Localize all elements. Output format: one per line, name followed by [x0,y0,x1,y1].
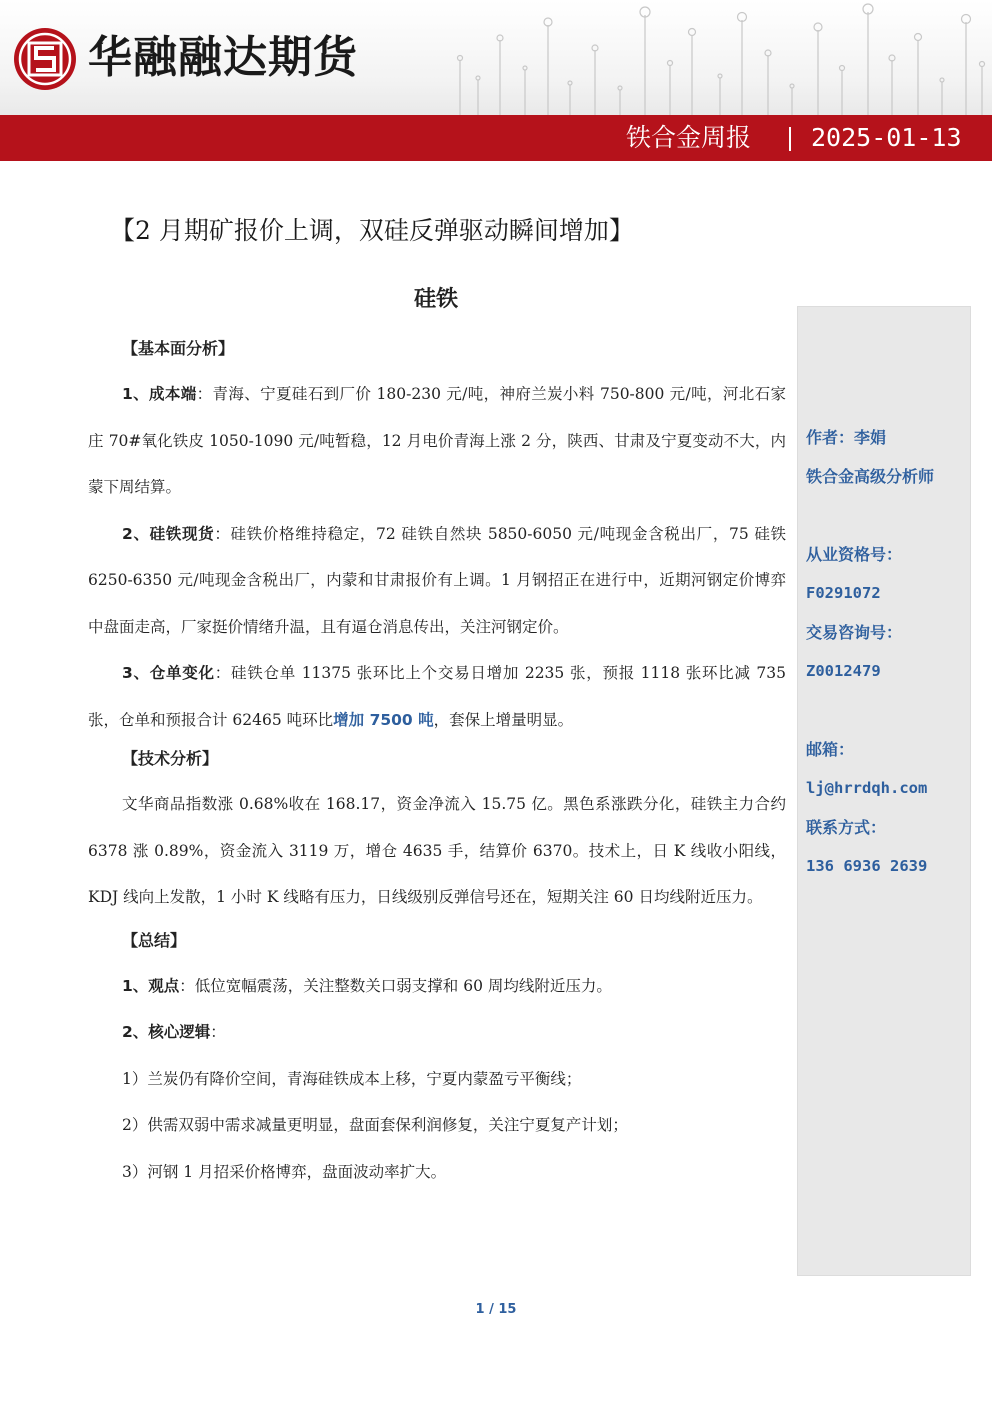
warehouse-highlight: 增加 7500 吨 [333,710,434,729]
email-label: 邮箱： [806,740,855,759]
cost-text: ：青海、宁夏硅石到厂价 180-230 元/吨，神府兰炭小料 750-800 元/吨，河北石家庄 70#氧化铁皮 1050-1090 元/吨暂稳，12 月电价青海上涨 2 分，陕西、甘肃及宁夏变动不大，内蒙下周结算。 [88,385,787,496]
consult-label: 交易咨询号： [806,623,903,642]
report-date: 2025-01-13 [811,123,962,152]
decorative-line-pattern [430,0,992,115]
cost-label: 1、成本端 [122,385,197,403]
report-title: 【2 月期矿报价上调，双硅反弹驱动瞬间增加】 [110,216,634,245]
contact-info [806,730,927,886]
spot-paragraph [88,511,786,651]
qualification-label: 从业资格号： [806,545,903,564]
cost-paragraph [88,371,786,511]
phone-number: 136 6936 2639 [806,857,928,875]
author-sidebar [797,306,971,1276]
qualification-number: F0291072 [806,584,881,602]
warehouse-text: ：硅铁仓单 11375 张环比上个交易日增加 2235 张，预报 1118 张环比减 735 张，仓单和预报合计 62465 吨环比 [88,664,786,729]
technical-heading: 【技术分析】 [122,749,219,768]
logic-paragraph [88,1009,786,1056]
summary-heading: 【总结】 [122,930,187,950]
banner-separator [789,127,791,151]
company-logo-icon [12,26,78,92]
logic-label: 2、核心逻辑 [122,1023,211,1041]
report-type: 铁合金周报 [626,123,752,152]
logic-point: 2）供需双弱中需求减量更明显，盘面套保利润修复，关注宁夏复产计划； [122,1116,628,1134]
author-position: 铁合金高级分析师 [806,467,935,486]
logic-point: 3）河钢 1 月招采价格博弈，盘面波动率扩大。 [122,1162,447,1181]
contact-label: 联系方式： [806,818,887,837]
view-paragraph [88,963,786,1010]
author-name: 作者：李娟 [806,428,887,447]
consult-number: Z0012479 [806,662,881,680]
spot-label: 2、硅铁现货 [122,524,215,543]
warehouse-label: 3、仓单变化 [122,664,215,682]
spot-text: ：硅铁价格维持稳定，72 硅铁自然块 5850-6050 元/吨现金含税出厂，75 硅铁 6250-6350 元/吨现金含税出厂，内蒙和甘肃报价有上调。1 月钢招正在进行中，近期河钢定价博弈中盘面走高，厂家挺价情绪升温，且有逼仓消息传出，关注河钢定价。 [88,524,786,636]
view-label: 1、观点 [122,976,180,995]
fundamentals-heading: 【基本面分析】 [122,339,235,358]
report-body [88,335,786,1195]
page-number: 1 / 15 [475,1302,517,1317]
logic-colon: ： [210,1023,226,1041]
brand-name: 华融融达期货 [88,32,358,83]
credentials-info [806,535,902,691]
warehouse-paragraph [88,650,786,743]
warehouse-text-after: ，套保上增量明显。 [433,710,574,729]
technical-paragraph: 文华商品指数涨 0.68%收在 168.17，资金净流入 15.75 亿。黑色系涨跌分化，硅铁主力合约 6378 涨 0.89%，资金流入 3119 万，增仓 4635 手，结算价 6370。技术上，日 K 线收小阳线，KDJ 线向上发散，1 小时 K 线略有压力，日线级别反弹信号还在，短期关注 60 日均线附近压力。 [88,795,786,906]
report-header [0,0,992,115]
report-banner [0,115,992,161]
author-info [806,418,934,496]
logic-point: 1）兰炭仍有降价空间，青海硅铁成本上移，宁夏内蒙盈亏平衡线； [122,1069,582,1088]
view-text: ：低位宽幅震荡，关注整数关口弱支撑和 60 周均线附近压力。 [179,976,612,995]
section-title: 硅铁 [413,287,458,312]
email-address[interactable]: lj@hrrdqh.com [806,779,928,797]
